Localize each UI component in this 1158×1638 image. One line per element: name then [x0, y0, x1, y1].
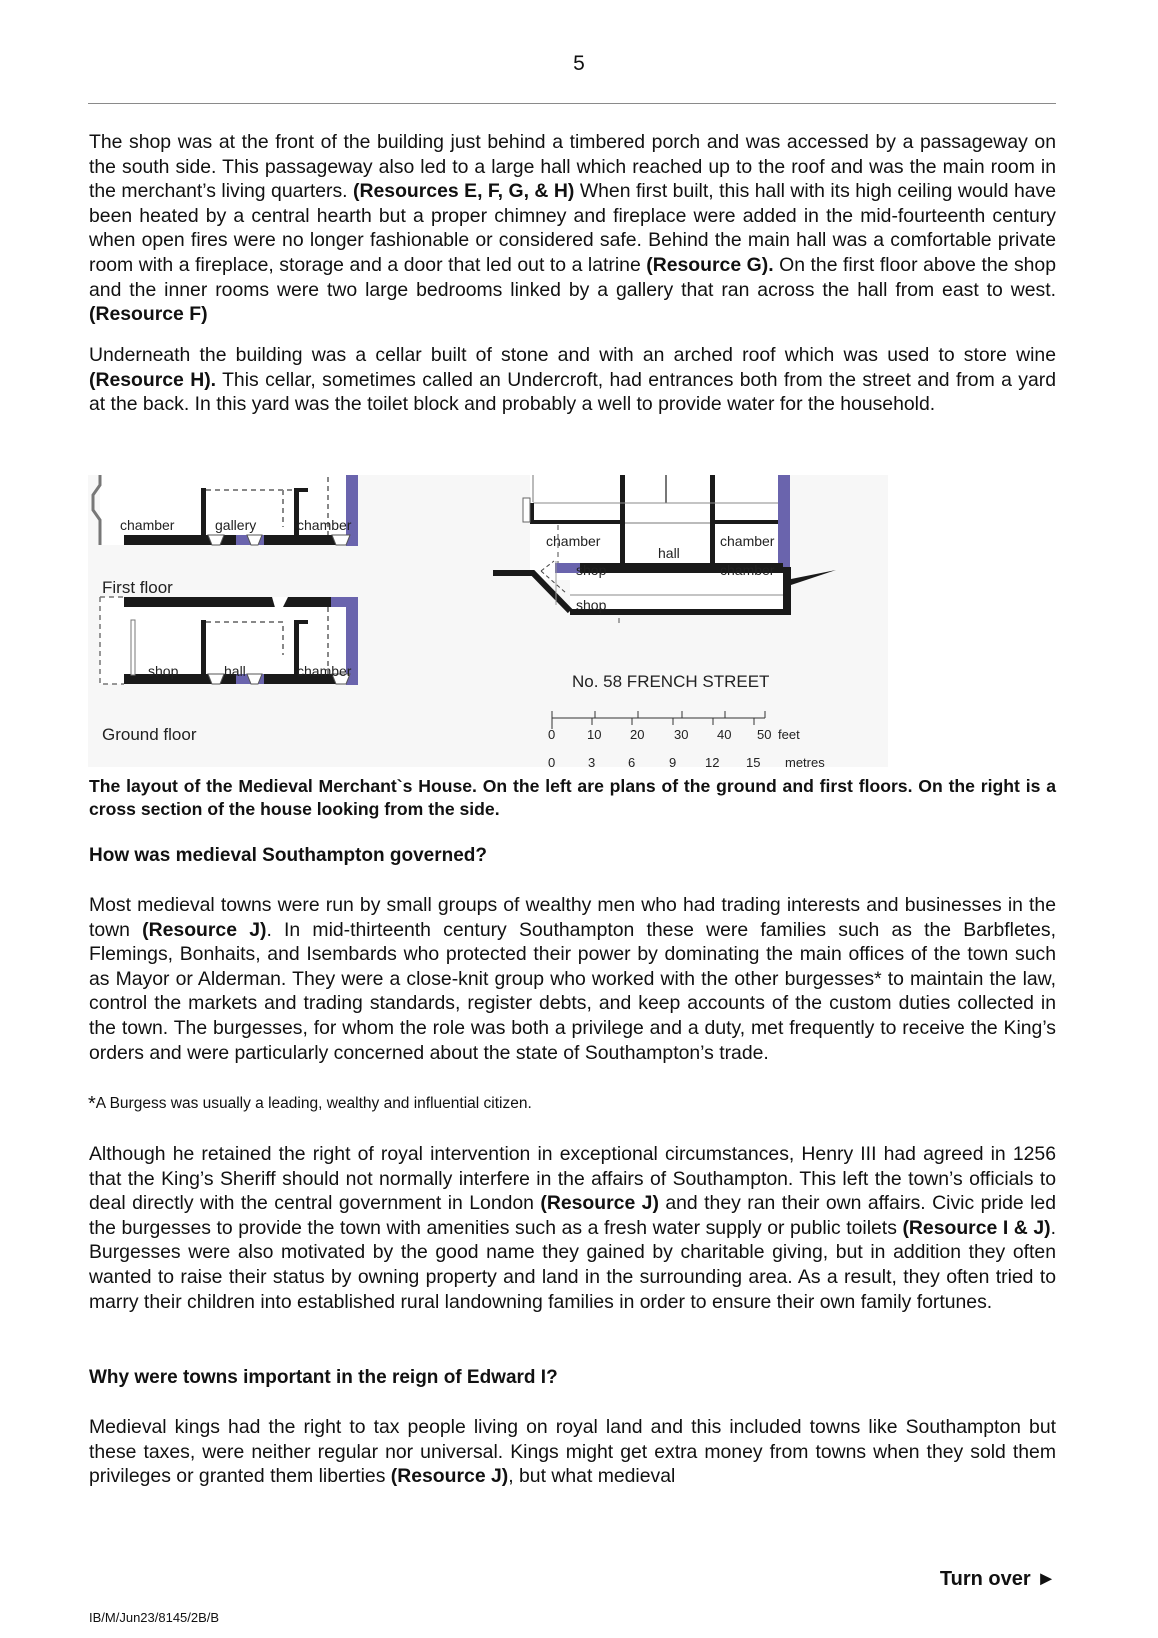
paper-code: IB/M/Jun23/8145/2B/B [89, 1610, 220, 1625]
room-label: chamber [546, 533, 601, 549]
scale-tick: 9 [669, 755, 677, 770]
scale-tick: 0 [548, 727, 556, 742]
scale-tick: 40 [717, 727, 732, 742]
paragraph-royal-taxation: Medieval kings had the right to tax people living on royal land and this included towns like Southampton but these taxes, were neither regular nor universal. Kings might get extra money from towns when they sold them privileges or granted them liberties (Resource J), but what medieval [89, 1416, 1056, 1488]
room-label: shop [576, 562, 607, 578]
footnote-marker: * [88, 1093, 96, 1115]
scale-bar [552, 711, 765, 729]
turn-over-label: Turn over ► [939, 1568, 1056, 1590]
room-label: chamber [297, 517, 352, 533]
paragraph-henry-iii: Although he retained the right of royal intervention in exceptional circumstances, Henry III had agreed in 1256 that the King’s Sheriff should not normally interfere in the affairs of Southampton. This left the town’s officials to deal directly with the central government in London (Resource J) and they ran their own affairs. Civic pride led the burgesses to provide the town with amenities such as a fresh water supply or public toilets (Resource I & J). Burgesses were also motivated by the good name they gained by charitable giving, but in addition they often wanted to raise their status by owning property and land in the surrounding area. As a result, they often tried to marry their children into established rural landowning families in order to ensure their own family fortunes. [89, 1143, 1057, 1313]
scale-unit-feet: feet [778, 727, 800, 742]
room-label: chamber [120, 517, 175, 533]
scale-tick: 20 [630, 727, 645, 742]
footnote [88, 1093, 532, 1116]
room-label: hall [224, 663, 246, 679]
scale-tick: 12 [705, 755, 720, 770]
ground-floor-label: Ground floor [102, 725, 197, 744]
page-number: 5 [573, 52, 585, 75]
scale-tick: 6 [628, 755, 636, 770]
room-label: chamber [720, 533, 775, 549]
header-divider [88, 103, 1056, 104]
scale-tick: 10 [587, 727, 602, 742]
room-label: chamber [297, 663, 352, 679]
first-floor-plan [93, 475, 358, 546]
section-heading-governed: How was medieval Southampton governed? [89, 845, 488, 866]
scale-tick: 30 [674, 727, 689, 742]
cross-section-title: No. 58 FRENCH STREET [572, 672, 770, 691]
section-heading-edward: Why were towns important in the reign of Edward I? [89, 1367, 558, 1388]
paragraph-cellar: Underneath the building was a cellar built of stone and with an arched roof which was used to store wine (Resource H). This cellar, sometimes called an Undercroft, had entrances both from the street and from a yard at the back. In this yard was the toilet block and probably a well to provide water for the household. [89, 344, 1056, 416]
house-plans-diagram [88, 475, 888, 767]
scale-unit-metres: metres [785, 755, 825, 770]
room-label: shop [576, 597, 607, 613]
first-floor-label: First floor [102, 578, 173, 597]
scale-tick: 3 [588, 755, 596, 770]
scale-tick: 0 [548, 755, 556, 770]
scale-tick: 50 [757, 727, 772, 742]
scale-tick: 15 [746, 755, 761, 770]
paragraph-shop-hall: The shop was at the front of the building just behind a timbered porch and was accessed by a passageway on the south side. This passageway also led to a large hall which reached up to the roof and was the main room in the merchant’s living quarters. (Resources E, F, G, & H) When first built, this hall with its high ceiling would have been heated by a central hearth but a proper chimney and fireplace were added in the mid-fourteenth century when open fires were no longer fashionable or considered safe. Behind the main hall was a comfortable private room with a fireplace, storage and a door that led out to a latrine (Resource G). On the first floor above the shop and the inner rooms were two large bedrooms linked by a gallery that ran across the hall from east to west. (Resource F) [89, 131, 1057, 326]
room-label: hall [658, 545, 680, 561]
figure-caption: The layout of the Medieval Merchant`s House. On the left are plans of the ground and first floors. On the right is a cross section of the house looking from the side. [89, 776, 1056, 819]
room-label: gallery [215, 517, 257, 533]
merchant-house-figure [88, 475, 888, 770]
room-label: shop [148, 663, 179, 679]
room-label: chamber [720, 562, 775, 578]
footnote-text: A Burgess was usually a leading, wealthy and influential citizen. [95, 1095, 532, 1112]
paragraph-town-governance: Most medieval towns were run by small groups of wealthy men who had trading interests and businesses in the town (Resource J). In mid-thirteenth century Southampton these were families such as the Barbfletes, Flemings, Bonhaits, and Isembards who protected their power by dominating the main offices of the town such as Mayor or Alderman. They were a close-knit group who worked with the other burgesses* to maintain the law, control the markets and trading standards, register debts, and keep accounts of the custom duties collected in the town. The burgesses, for whom the role was both a privilege and a duty, met frequently to receive the King’s orders and were particularly concerned about the state of Southampton’s trade. [89, 894, 1056, 1064]
